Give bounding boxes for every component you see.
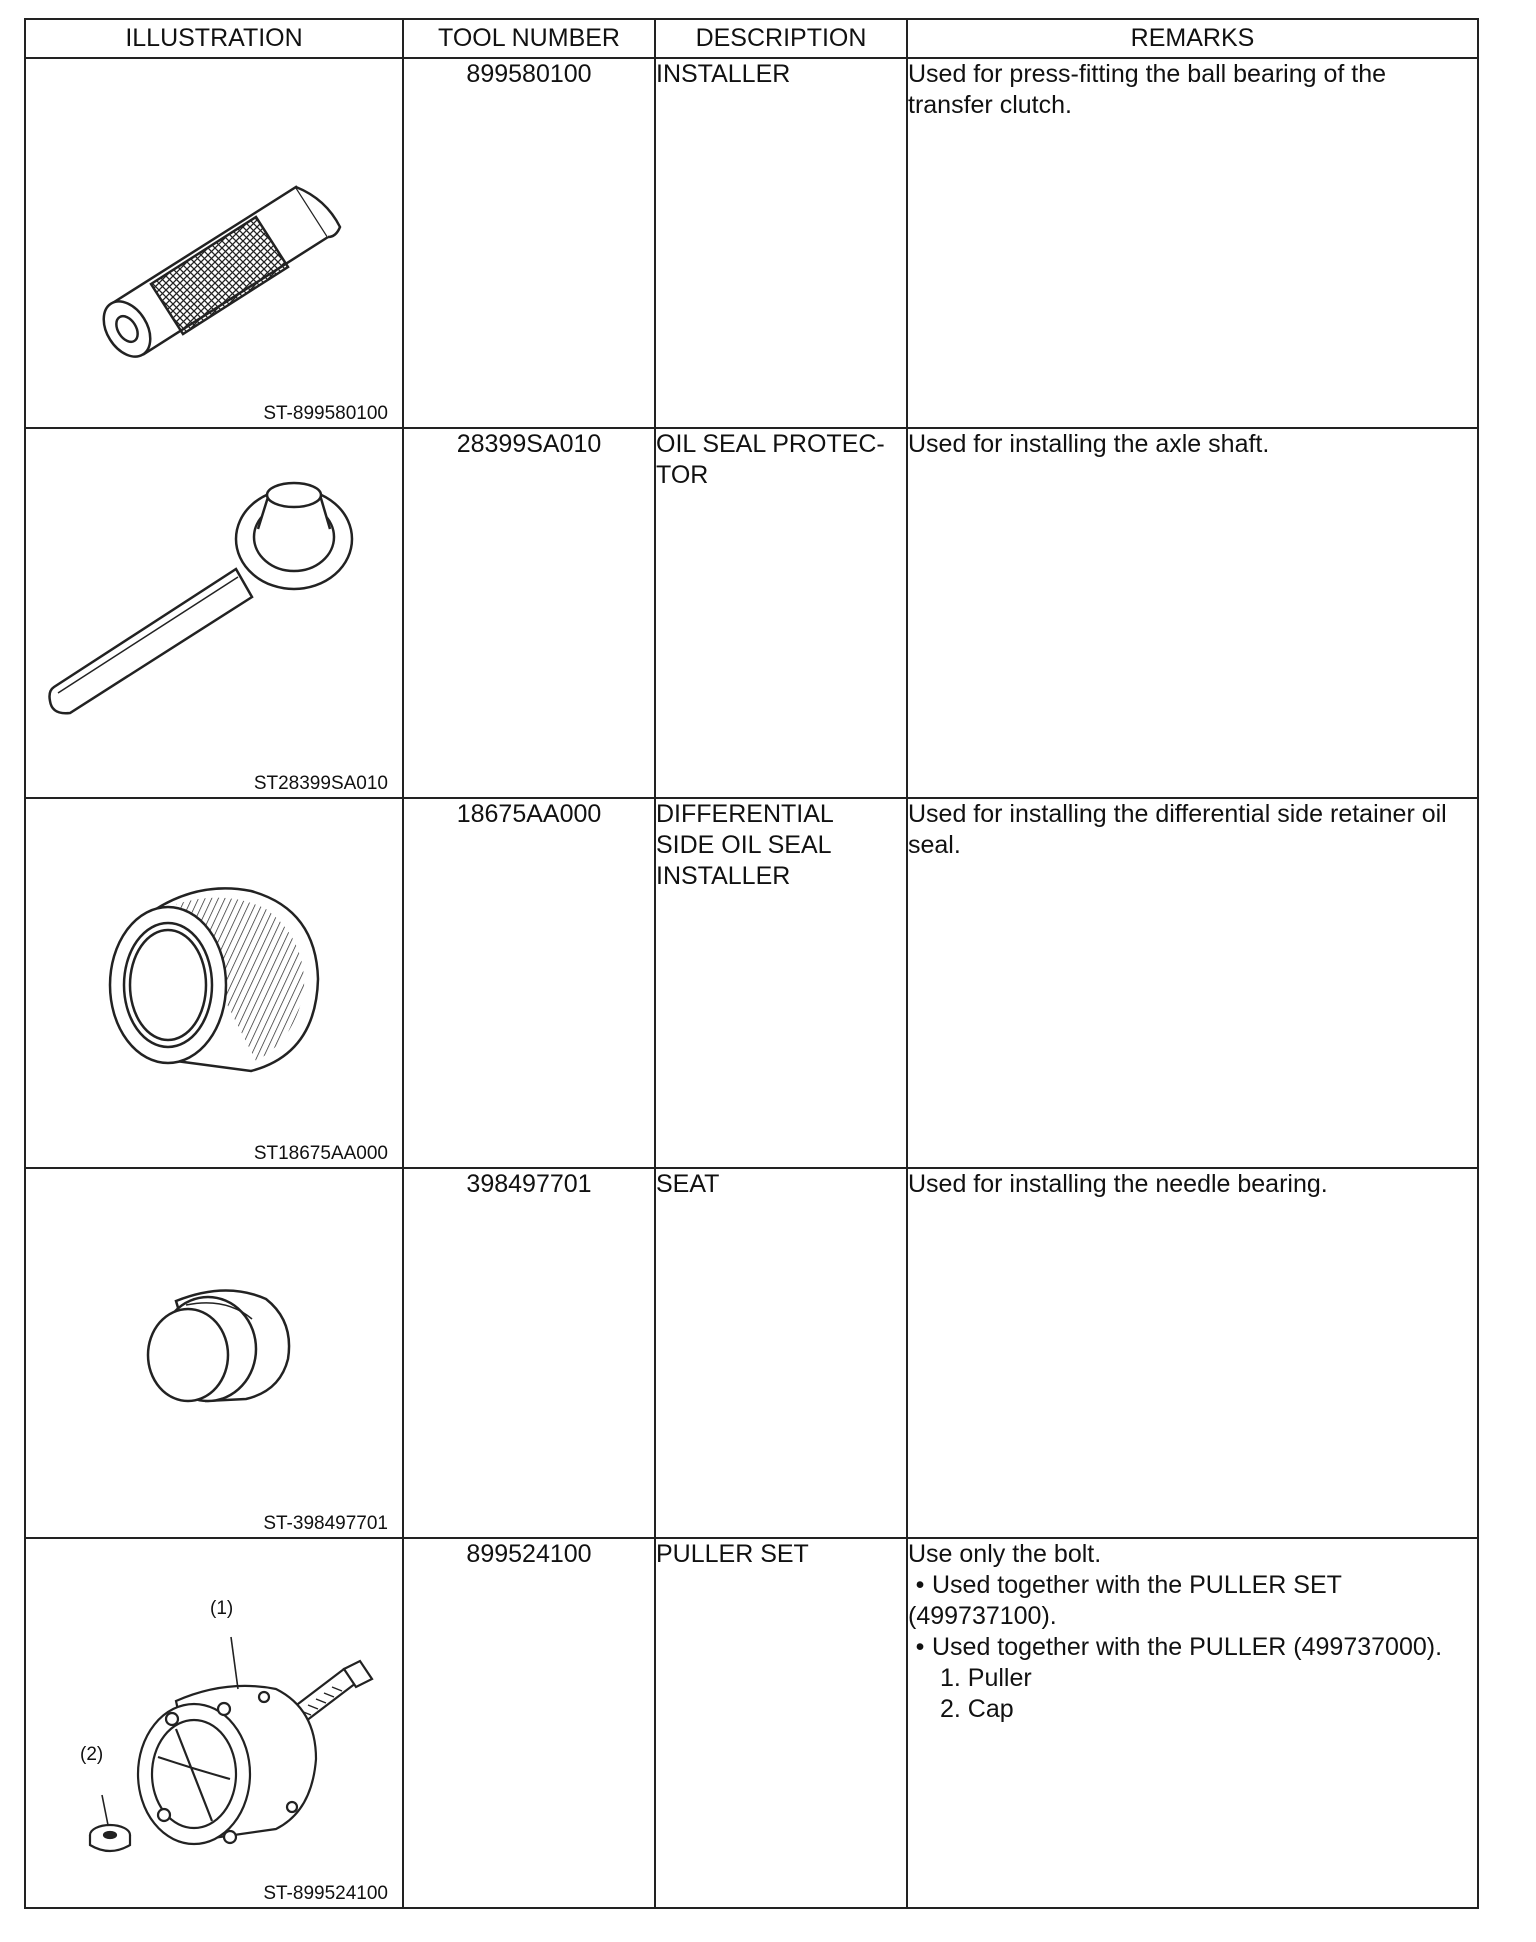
seal-installer-icon: [26, 799, 404, 1167]
illustration-cell: [25, 1168, 403, 1538]
remarks-line: seal.: [908, 831, 961, 859]
numbered-item: 1. Puller: [940, 1664, 1032, 1692]
installer-icon: [26, 59, 404, 427]
remarks-bullet: [908, 1570, 1477, 1632]
remarks-line: Used for installing the axle shaft.: [908, 430, 1270, 458]
header-tool-number: TOOL NUMBER: [403, 19, 655, 58]
callout-2: (2): [80, 1744, 104, 1765]
description-line: SIDE OIL SEAL: [656, 831, 832, 859]
seat-icon: [26, 1169, 404, 1537]
table-row: [25, 1168, 1478, 1538]
remarks-cell: [907, 798, 1478, 1168]
remarks-cell: [907, 1168, 1478, 1538]
description-line: INSTALLER: [656, 60, 791, 88]
illustration-cell: [25, 1538, 403, 1908]
illustration-caption: ST18675AA000: [253, 1143, 388, 1164]
description-cell: [655, 798, 907, 1168]
illustration-caption: ST-899580100: [263, 403, 388, 424]
header-description: DESCRIPTION: [655, 19, 907, 58]
description-cell: [655, 428, 907, 798]
tool-number-cell: 899524100: [403, 1538, 655, 1908]
description-cell: [655, 1168, 907, 1538]
remarks-line: transfer clutch.: [908, 91, 1072, 119]
tool-number-cell: 899580100: [403, 58, 655, 428]
illustration-caption: ST-899524100: [263, 1883, 388, 1904]
description-line: DIFFERENTIAL: [656, 800, 834, 828]
table-row: [25, 428, 1478, 798]
description-line: SEAT: [656, 1170, 720, 1198]
description-cell: [655, 58, 907, 428]
illustration-cell: [25, 798, 403, 1168]
tool-number-cell: 28399SA010: [403, 428, 655, 798]
tool-number-cell: 18675AA000: [403, 798, 655, 1168]
bullet-dot: •: [915, 1571, 925, 1599]
description-cell: [655, 1538, 907, 1908]
header-remarks: REMARKS: [907, 19, 1478, 58]
table-row: [25, 1538, 1478, 1908]
tool-number-cell: 398497701: [403, 1168, 655, 1538]
description-line: TOR: [656, 461, 709, 489]
remarks-cell: [907, 428, 1478, 798]
illustration-cell: [25, 58, 403, 428]
remarks-line: Used for installing the needle bearing.: [908, 1170, 1328, 1198]
description-line: INSTALLER: [656, 862, 791, 890]
header-row: [25, 19, 1478, 58]
bullet-text: Used together with the PULLER (499737000).: [932, 1633, 1443, 1661]
remarks-cell: [907, 58, 1478, 428]
header-illustration: ILLUSTRATION: [25, 19, 403, 58]
remarks-intro: Use only the bolt.: [908, 1540, 1102, 1568]
callout-1: (1): [210, 1598, 234, 1619]
description-line: OIL SEAL PROTEC-: [656, 430, 885, 458]
bullet-text-continued: (499737100).: [908, 1602, 1057, 1630]
remarks-line: Used for press-fitting the ball bearing of the: [908, 60, 1387, 88]
table-row: [25, 798, 1478, 1168]
bullet-text: Used together with the PULLER SET: [932, 1571, 1342, 1599]
remarks-bullet: [908, 1632, 1477, 1663]
illustration-cell: [25, 428, 403, 798]
special-tools-table: [24, 18, 1479, 1909]
oil-seal-protector-icon: [26, 429, 404, 797]
remarks-line: Used for installing the differential side retainer oil: [908, 800, 1447, 828]
description-line: PULLER SET: [656, 1540, 809, 1568]
illustration-caption: ST28399SA010: [253, 773, 388, 794]
illustration-caption: ST-398497701: [263, 1513, 388, 1534]
remarks-cell: [907, 1538, 1478, 1908]
bullet-dot: •: [915, 1633, 925, 1661]
numbered-item: 2. Cap: [940, 1695, 1014, 1723]
table-row: [25, 58, 1478, 428]
